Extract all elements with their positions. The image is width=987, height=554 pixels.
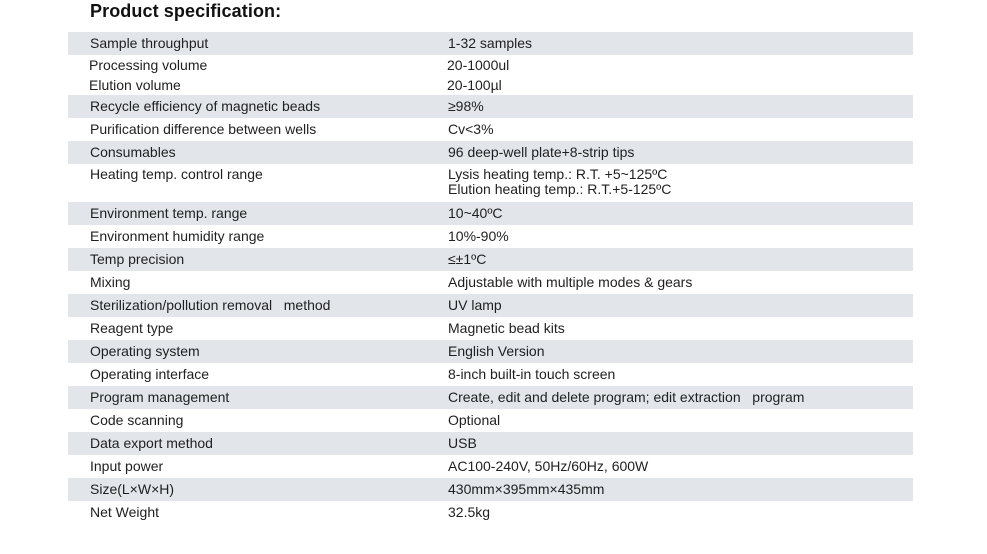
spec-value: Cv<3% <box>448 121 494 137</box>
spec-value: 10%-90% <box>448 228 509 244</box>
table-row <box>68 75 913 95</box>
spec-label: Data export method <box>90 435 213 451</box>
spec-value: AC100-240V, 50Hz/60Hz, 600W <box>448 458 649 474</box>
spec-value: 96 deep-well plate+8-strip tips <box>448 144 635 160</box>
table-row <box>68 455 913 478</box>
spec-value: English Version <box>448 343 545 359</box>
spec-label: Sterilization/pollution removal method <box>90 297 331 313</box>
spec-label: Elution volume <box>89 76 181 93</box>
spec-label: Reagent type <box>90 320 174 336</box>
spec-value: Adjustable with multiple modes & gears <box>448 274 693 290</box>
table-row <box>68 386 913 409</box>
spec-value: 20-1000ul <box>447 56 510 73</box>
spec-value: 430mm×395mm×435mm <box>448 481 605 497</box>
table-row <box>68 294 913 317</box>
spec-label: Mixing <box>90 274 131 290</box>
table-row <box>68 317 913 340</box>
table-row <box>68 501 913 524</box>
spec-label: Operating system <box>90 343 200 359</box>
table-row <box>68 248 913 271</box>
table-row <box>68 271 913 294</box>
table-row <box>68 164 913 202</box>
spec-label: Environment humidity range <box>90 228 265 244</box>
spec-label: Temp precision <box>90 251 185 267</box>
spec-value: 1-32 samples <box>448 35 533 51</box>
spec-label: Environment temp. range <box>90 205 248 221</box>
table-row <box>68 409 913 432</box>
spec-value: ≥98% <box>448 98 484 114</box>
table-row <box>68 202 913 225</box>
spec-label: Input power <box>90 458 164 474</box>
spec-value: Optional <box>448 412 501 428</box>
table-row <box>68 55 913 75</box>
page-title: Product specification: <box>90 1 282 21</box>
table-row <box>68 95 913 118</box>
spec-value-line: Lysis heating temp.: R.T. +5~125ºC <box>448 166 668 182</box>
spec-value: 8-inch built-in touch screen <box>448 366 616 382</box>
spec-label: Net Weight <box>90 504 159 520</box>
spec-value: Create, edit and delete program; edit extraction program <box>448 389 805 405</box>
spec-label: Sample throughput <box>90 35 209 51</box>
spec-label: Processing volume <box>89 56 208 73</box>
spec-label: Heating temp. control range <box>90 166 263 182</box>
spec-value: ≤±1ºC <box>448 251 487 267</box>
table-row <box>68 478 913 501</box>
spec-label: Operating interface <box>90 366 210 382</box>
table-row <box>68 340 913 363</box>
spec-value-line: Elution heating temp.: R.T.+5-125ºC <box>448 181 672 197</box>
spec-value: 32.5kg <box>448 504 491 520</box>
spec-value: Magnetic bead kits <box>448 320 565 336</box>
table-row <box>68 225 913 248</box>
spec-value: 10~40ºC <box>448 205 503 221</box>
spec-value: 20-100µl <box>447 76 502 93</box>
spec-label: Program management <box>90 389 230 405</box>
table-row <box>68 32 913 55</box>
spec-label: Consumables <box>90 144 176 160</box>
spec-value: USB <box>448 435 477 451</box>
table-row <box>68 141 913 164</box>
spec-label: Code scanning <box>90 412 184 428</box>
table-row <box>68 432 913 455</box>
spec-label: Size(L×W×H) <box>90 481 175 497</box>
spec-value <box>448 167 913 197</box>
spec-value: UV lamp <box>448 297 502 313</box>
spec-label: Recycle efficiency of magnetic beads <box>90 98 321 114</box>
spec-table <box>68 32 913 524</box>
spec-label: Purification difference between wells <box>90 121 317 137</box>
table-row <box>68 363 913 386</box>
table-row <box>68 118 913 141</box>
